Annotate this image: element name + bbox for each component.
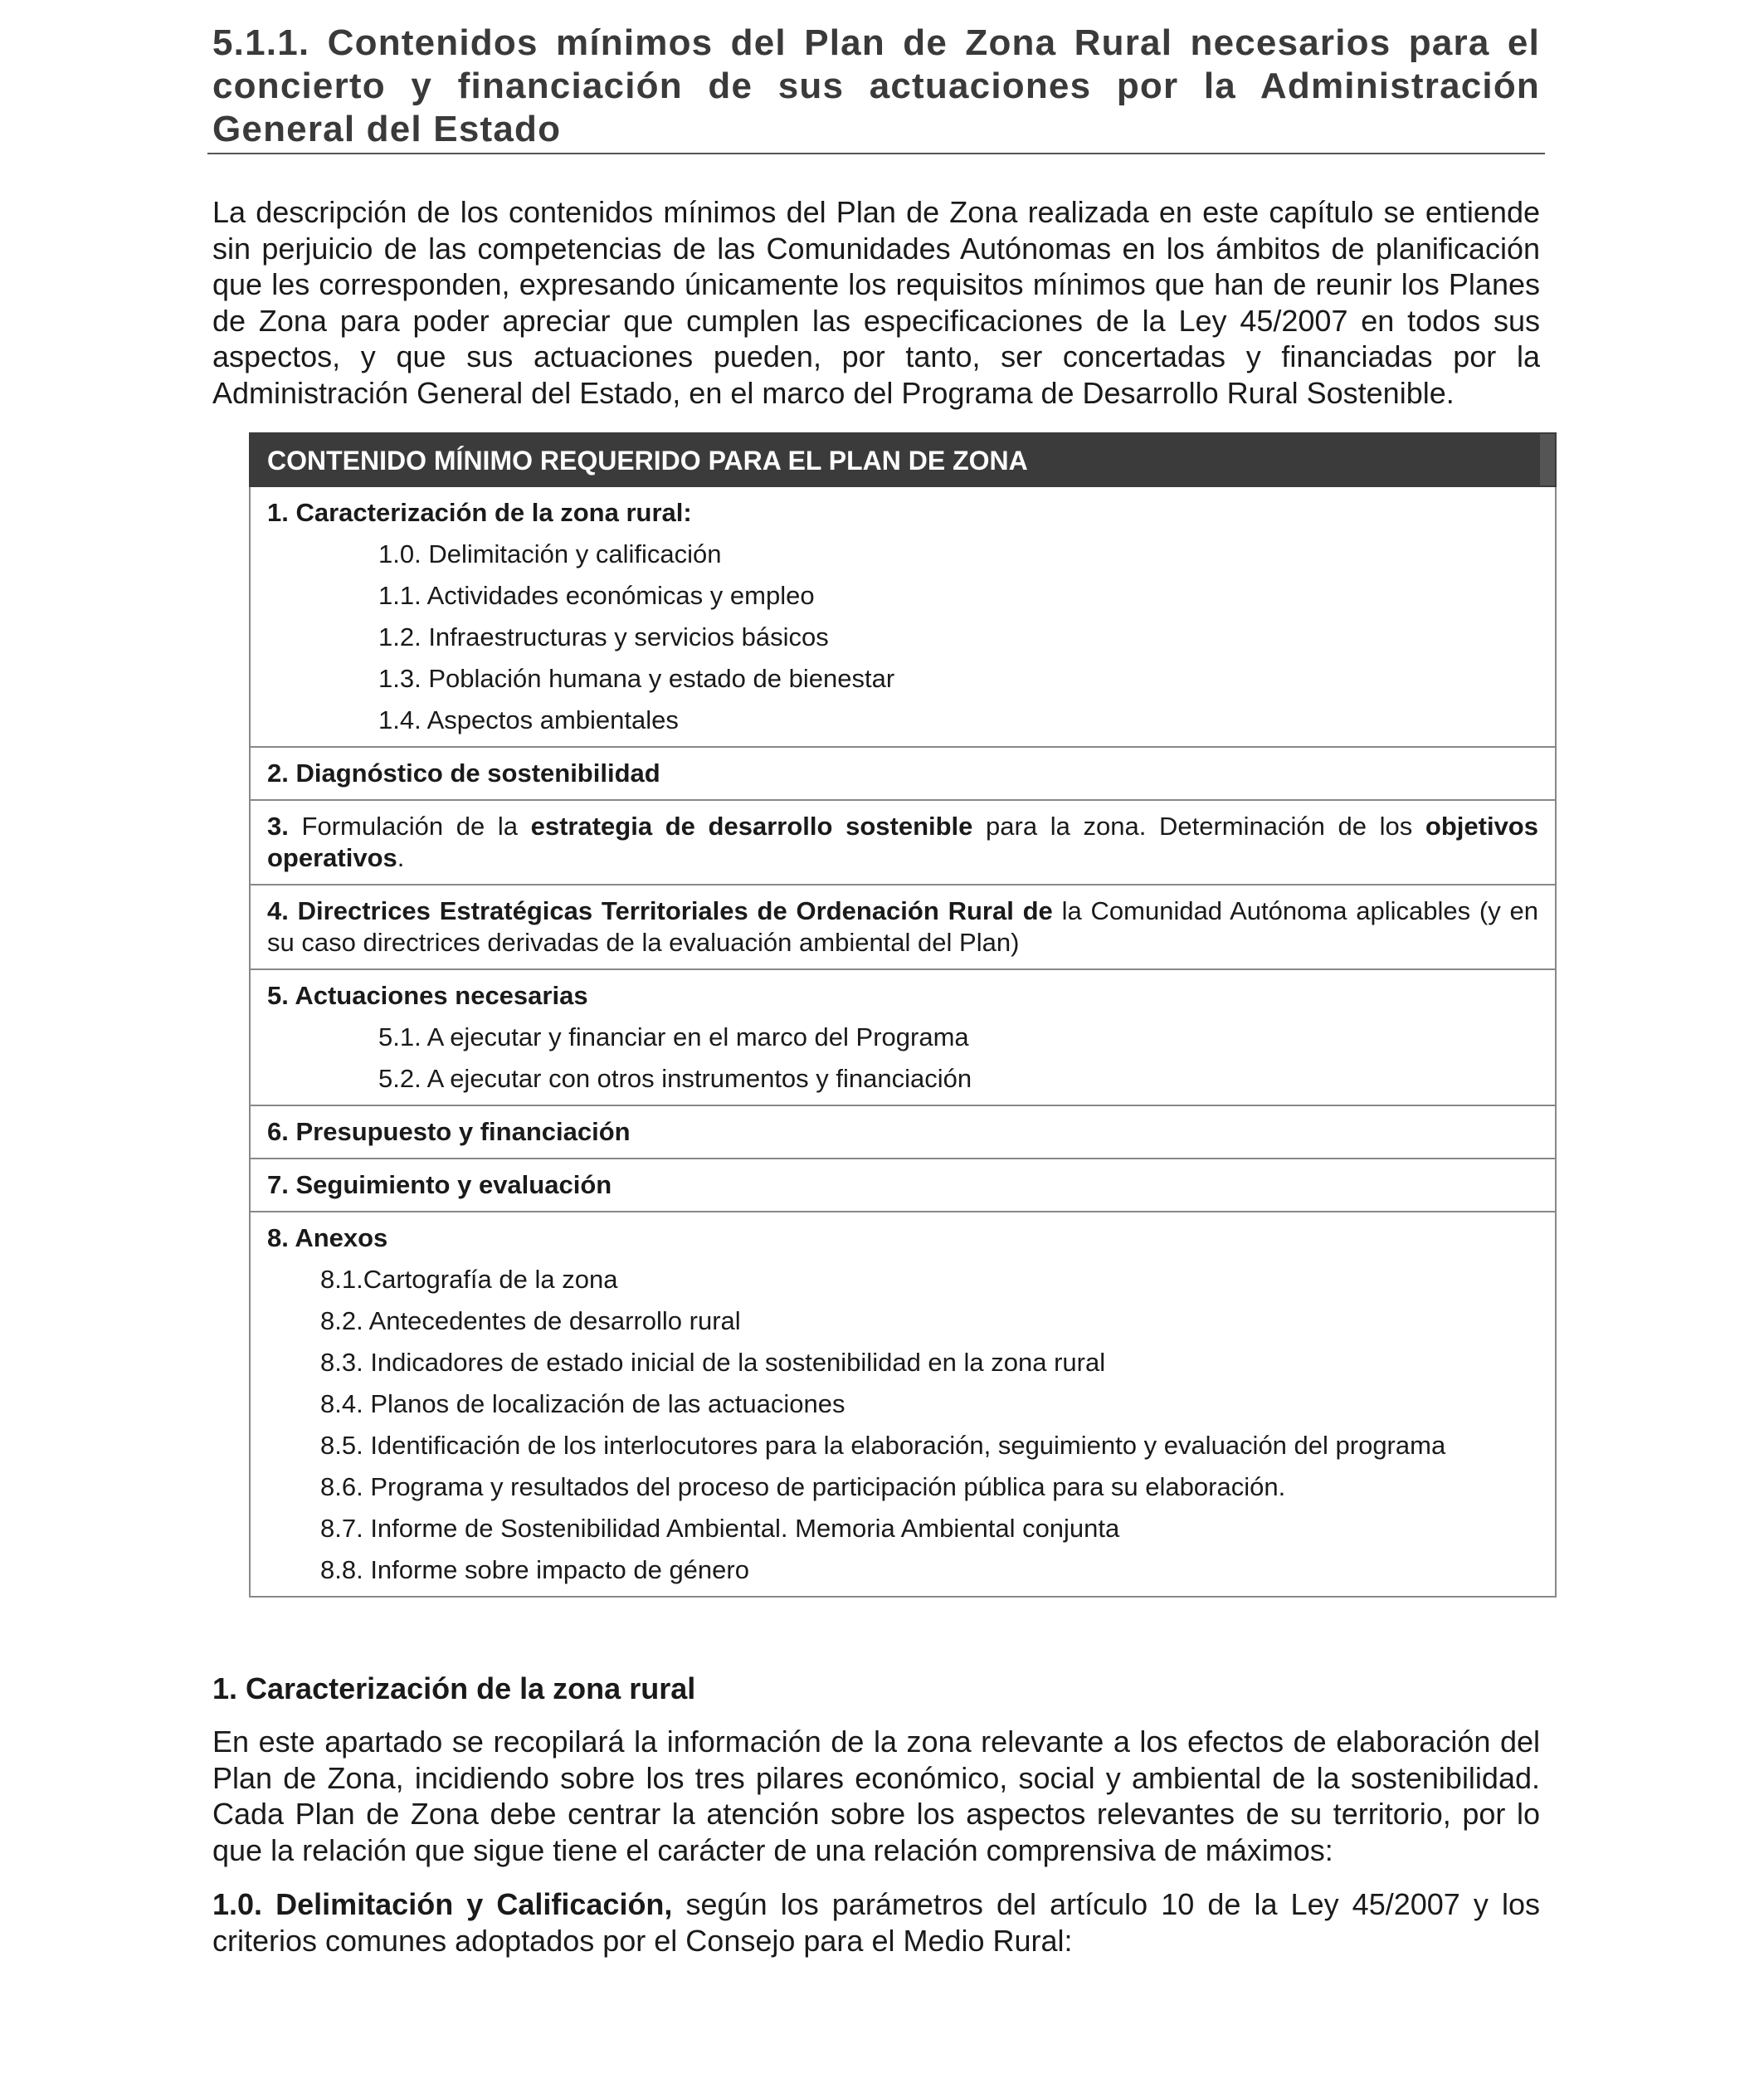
row-3-bold-2: objetivos operativos <box>267 812 1538 872</box>
requirements-table <box>249 432 1557 1598</box>
intro-paragraph: La descripción de los contenidos mínimos del Plan de Zona realizada en este capítulo se entiende sin perjuicio de las competencias de las Comunidades Autónomas en los ámbitos de planificación que les corresponden, expresando únicamente los requisitos mínimos que han de reunir los Planes de Zona para poder apreciar que cumplen las especificaciones de la Ley 45/2007 en todos sus aspectos, y que sus actuaciones pueden, por tanto, ser concertadas y financiadas por la Administración General del Estado, en el marco del Programa de Desarrollo Rural Sostenible. <box>212 195 1540 410</box>
list-item: 8.6. Programa y resultados del proceso de participación pública para su elaboración. <box>320 1472 1286 1501</box>
row-6-heading: 6. Presupuesto y financiación <box>267 1117 631 1146</box>
row-6-cell <box>250 1105 1556 1159</box>
list-item: 1.0. Delimitación y calificación <box>378 539 722 568</box>
table-row <box>250 1159 1556 1212</box>
row-7-heading: 7. Seguimiento y evaluación <box>267 1170 612 1199</box>
row-3-text-1: Formulación de la <box>288 812 531 841</box>
row-8-cell <box>250 1212 1556 1597</box>
list-item: 5.1. A ejecutar y financiar en el marco del Programa <box>378 1022 969 1051</box>
delimitation-label: 1.0. Delimitación y Calificación, <box>212 1887 673 1921</box>
row-3-text-3: . <box>397 843 405 872</box>
subsection-title: 1. Caracterización de la zona rural <box>212 1671 696 1705</box>
header-shade <box>1540 434 1555 485</box>
list-item: 5.2. A ejecutar con otros instrumentos y financiación <box>378 1064 972 1093</box>
list-item: 8.2. Antecedentes de desarrollo rural <box>320 1306 741 1335</box>
delimitation-paragraph <box>212 1886 1540 1959</box>
row-2-heading: 2. Diagnóstico de sostenibilidad <box>267 759 660 788</box>
list-item: 1.3. Población humana y estado de bienestar <box>378 664 895 693</box>
table-header <box>250 433 1556 486</box>
row-3-text-2: para la zona. Determinación de los <box>972 812 1425 841</box>
table-row <box>250 747 1556 800</box>
section-title: 5.1.1. Contenidos mínimos del Plan de Zona Rural necesarios para el concierto y financiación de sus actuaciones por la Administración General del Estado <box>212 22 1540 149</box>
row-1-cell <box>250 486 1556 747</box>
list-item: 8.4. Planos de localización de las actuaciones <box>320 1389 845 1418</box>
table-row <box>250 969 1556 1105</box>
row-3-bold-1: estrategia de desarrollo sostenible <box>530 812 973 841</box>
row-4-text: la Comunidad Autónoma aplicables (y en su caso directrices derivadas de la evaluación ambiental del Plan) <box>267 896 1539 957</box>
list-item: 8.3. Indicadores de estado inicial de la sostenibilidad en la zona rural <box>320 1348 1106 1377</box>
row-8-heading: 8. Anexos <box>267 1223 388 1252</box>
delimitation-text: según los parámetros del artículo 10 de la Ley 45/2007 y los criterios comunes adoptados por el Consejo para el Medio Rural: <box>212 1887 1540 1958</box>
list-item: 8.1.Cartografía de la zona <box>320 1265 618 1294</box>
row-4-cell <box>250 885 1556 969</box>
list-item: 1.4. Aspectos ambientales <box>378 705 679 734</box>
row-5-cell <box>250 969 1556 1105</box>
list-item: 8.5. Identificación de los interlocutores para la elaboración, seguimiento y evaluación del programa <box>320 1431 1446 1460</box>
table-header-label: CONTENIDO MÍNIMO REQUERIDO PARA EL PLAN DE ZONA <box>267 446 1028 476</box>
subsection-paragraph: En este apartado se recopilará la información de la zona relevante a los efectos de elaboración del Plan de Zona, incidiendo sobre los tres pilares económico, social y ambiental de la sostenibilidad. Cada Plan de Zona debe centrar la atención sobre los aspectos relevantes de su territorio, por lo que la relación que sigue tiene el carácter de una relación comprensiva de máximos: <box>212 1725 1540 1867</box>
table-row <box>250 486 1556 747</box>
list-item: 8.7. Informe de Sostenibilidad Ambiental. Memoria Ambiental conjunta <box>320 1514 1120 1543</box>
document-page <box>212 0 1540 1959</box>
row-3-number: 3. <box>267 812 289 841</box>
row-2-cell <box>250 747 1556 800</box>
table-row <box>250 885 1556 969</box>
title-divider <box>207 153 1545 154</box>
list-item: 1.1. Actividades económicas y empleo <box>378 581 815 610</box>
row-4-bold: 4. Directrices Estratégicas Territoriales de Ordenación Rural de <box>267 896 1053 925</box>
list-item: 8.8. Informe sobre impacto de género <box>320 1555 749 1584</box>
table-header-row <box>250 433 1556 486</box>
row-5-heading: 5. Actuaciones necesarias <box>267 981 588 1010</box>
table-row <box>250 1212 1556 1597</box>
list-item: 1.2. Infraestructuras y servicios básicos <box>378 622 829 651</box>
table-row <box>250 1105 1556 1159</box>
row-1-heading: 1. Caracterización de la zona rural: <box>267 498 692 527</box>
table-row <box>250 800 1556 885</box>
row-7-cell <box>250 1159 1556 1212</box>
row-3-cell <box>250 800 1556 885</box>
